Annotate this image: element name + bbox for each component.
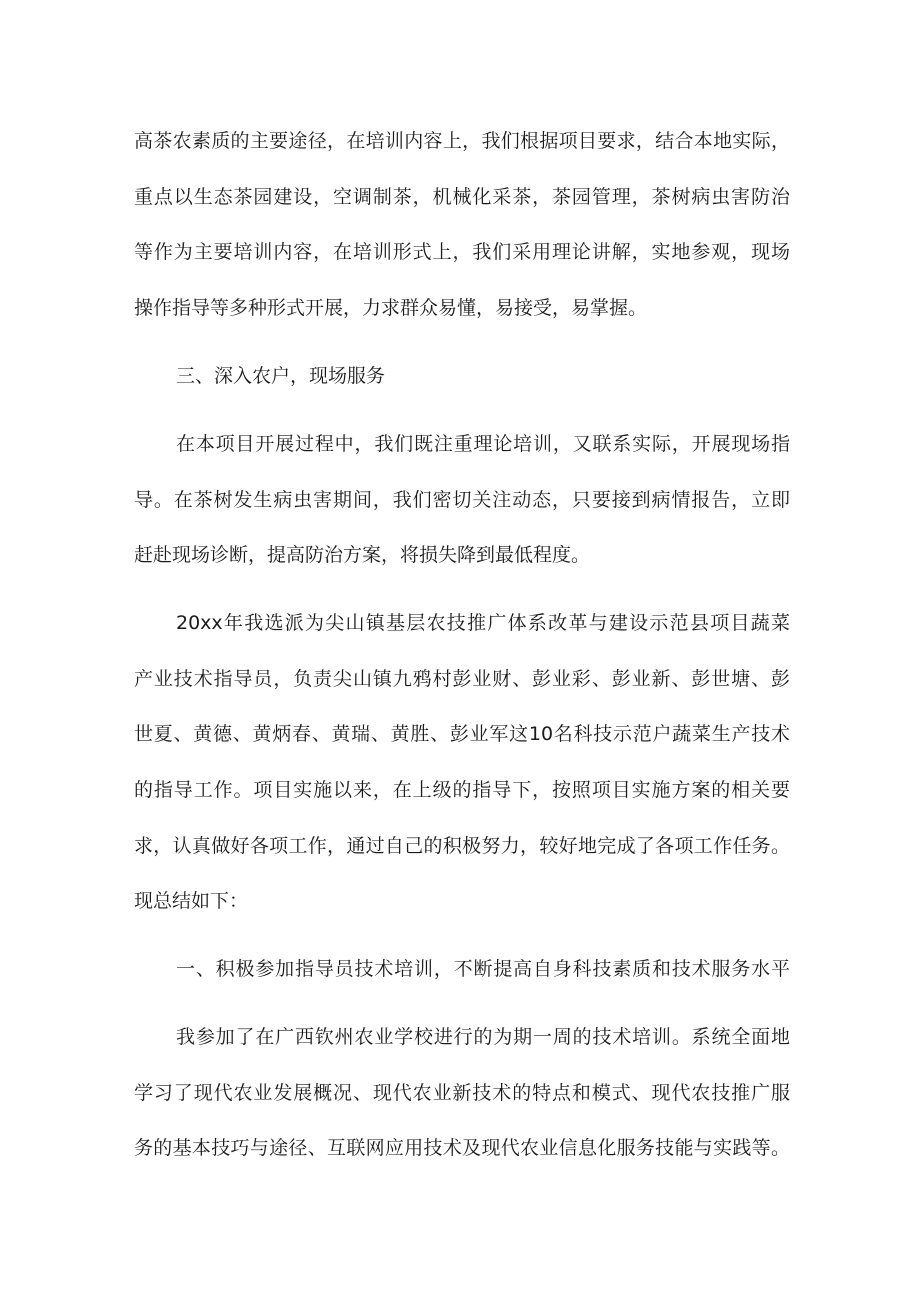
paragraph-line: 产业技术指导员，负责尖山镇九鸦村彭业财、彭业彩、彭业新、彭世塘、彭 (134, 668, 790, 690)
paragraph-line: 20xx年我选派为尖山镇基层农技推广体系改革与建设示范县项目蔬菜 (176, 612, 790, 634)
paragraph-line: 赶赴现场诊断，提高防治方案，将损失降到最低程度。 (134, 544, 591, 566)
paragraph-line: 世夏、黄德、黄炳春、黄瑞、黄胜、彭业军这10名科技示范户蔬菜生产技术 (134, 723, 790, 745)
paragraph-line: 学习了现代农业发展概况、现代农业新技术的特点和模式、现代农技推广服 (134, 1082, 790, 1104)
section-heading: 三、深入农户，现场服务 (176, 365, 386, 387)
paragraph-line: 我参加了在广西钦州农业学校进行的为期一周的技术培训。系统全面地 (176, 1026, 790, 1048)
paragraph-line: 导。在茶树发生病虫害期间，我们密切关注动态，只要接到病情报告，立即 (134, 489, 790, 511)
paragraph-line: 在本项目开展过程中，我们既注重理论培训，又联系实际，开展现场指 (176, 433, 790, 455)
paragraph-line: 求，认真做好各项工作，通过自己的积极努力，较好地完成了各项工作任务。 (134, 835, 790, 857)
paragraph-line: 重点以生态茶园建设，空调制茶，机械化采茶，茶园管理，茶树病虫害防治 (134, 186, 790, 208)
paragraph-line: 现总结如下： (134, 890, 249, 912)
paragraph-line: 高茶农素质的主要途径，在培训内容上，我们根据项目要求，结合本地实际， (134, 130, 790, 152)
section-heading: 一、积极参加指导员技术培训，不断提高自身科技素质和技术服务水平 (176, 958, 790, 980)
paragraph-line: 的指导工作。项目实施以来，在上级的指导下，按照项目实施方案的相关要 (134, 779, 790, 801)
paragraph-line: 操作指导等多种形式开展，力求群众易懂，易接受，易掌握。 (134, 297, 648, 319)
paragraph-line: 务的基本技巧与途径、互联网应用技术及现代农业信息化服务技能与实践等。 (134, 1137, 790, 1159)
paragraph-line: 等作为主要培训内容，在培训形式上，我们采用理论讲解，实地参观，现场 (134, 241, 790, 263)
